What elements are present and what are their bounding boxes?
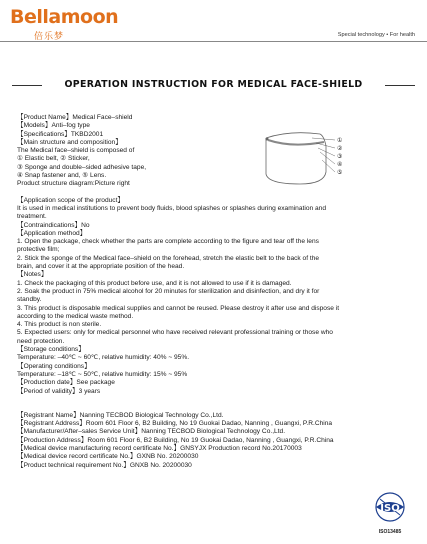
text-line: 【Contraindications】No xyxy=(17,221,90,229)
text-line: ④ Snap fastener and, ⑤ Lens. xyxy=(17,172,107,180)
registration-section xyxy=(17,412,417,470)
iso-certification-badge xyxy=(366,491,414,537)
text-line: 【Period of validity】3 years xyxy=(17,387,101,395)
usage-section xyxy=(17,197,417,396)
text-line: 【Production date】See package xyxy=(17,379,115,387)
page-header xyxy=(0,0,427,46)
text-line: 【Specifications】TKBD2001 xyxy=(17,130,104,138)
text-line: 1. Open the package, check whether the parts are complete according to the figure and tear off the lens xyxy=(17,238,319,246)
spacer xyxy=(17,396,417,412)
text-line: Temperature: –40℃ ~ 60℃, relative humidity: 40% ~ 95%. xyxy=(17,354,190,362)
text-line: 5. Expected users: only for medical personnel who have received relevant professional training or those who xyxy=(17,329,333,337)
text-line: 4. This product is non sterile. xyxy=(17,321,102,329)
document-title-bar xyxy=(0,76,427,96)
title-rule-left xyxy=(12,85,42,86)
product-info-section xyxy=(17,114,417,189)
face-shield-diagram xyxy=(260,128,350,188)
brand-logo xyxy=(10,6,119,41)
brand-chinese-name: 倍乐梦 xyxy=(34,31,65,41)
text-line: 3. This product is disposable medical supplies and cannot be reused. Please destroy it after use and dispose it xyxy=(17,304,340,312)
title-rule-right xyxy=(385,85,415,86)
tagline: Special technology • For health xyxy=(337,32,415,38)
text-line: 【Registrant Address】Room 601 Floor 6, B2 Building, No 19 Guokai Dadao, Nanning , Guangxi, P.R.China xyxy=(17,420,333,428)
text-line: 1. Check the packaging of this product before use, and it is not allowed to use if it is damaged. xyxy=(17,279,292,287)
text-line: treatment. xyxy=(17,213,47,221)
text-line: 【Medical device manufacturing record certificate No.】GNSYJX Production record No.20170003 xyxy=(17,444,302,452)
text-line: brain, and cover it at the appropriate position of the head. xyxy=(17,263,185,271)
brand-name: Bellamoon xyxy=(10,6,119,28)
text-line: ③ Sponge and double–sided adhesive tape, xyxy=(17,163,147,171)
text-line: according to the medical waste method. xyxy=(17,312,134,320)
text-line: 【Medical device record certificate No.】GXNB No. 20200030 xyxy=(17,453,199,461)
text-line: 2. Stick the sponge of the Medical face–shield on the forehead, stretch the elastic belt to the back of the xyxy=(17,254,320,262)
text-line: 【Models】Anti–fog type xyxy=(17,122,90,130)
shield-sponge xyxy=(268,140,324,145)
text-line: 【Notes】 xyxy=(17,271,48,279)
header-divider xyxy=(0,41,427,42)
text-line: 【Application method】 xyxy=(17,229,87,237)
text-line: 【Registrant Name】Nanning TECBOD Biological Technology Co.,Ltd. xyxy=(17,411,224,419)
diagram-label-2: ② xyxy=(337,145,343,152)
elastic-belt xyxy=(266,133,320,138)
spacer xyxy=(17,189,417,197)
iso-logo-icon xyxy=(366,491,414,529)
text-line: 【Product technical requirement No.】GNXB No. 20200030 xyxy=(17,461,192,469)
diagram-label-1: ① xyxy=(337,137,343,144)
text-line: 【Manufacturer/After–sales Service Unit】Nanning TECBOD Biological Technology Co.,Ltd. xyxy=(17,428,286,436)
text-line: 2. Soak the product in 75% medical alcohol for 20 minutes for sterilization and disinfection, and dry it for xyxy=(17,287,320,295)
snap-fastener xyxy=(266,138,269,141)
text-line: It is used in medical institutions to prevent body fluids, blood splashes or splashes during examination and xyxy=(17,204,326,212)
document-title: OPERATION INSTRUCTION FOR MEDICAL FACE-SHIELD xyxy=(64,79,363,90)
text-line: 【Main structure and composition】 xyxy=(17,138,122,146)
text-line: Product structure diagram:Picture right xyxy=(17,180,130,188)
text-line: protective film; xyxy=(17,246,60,254)
text-line: Temperature: –18℃ ~ 50℃, relative humidity: 15% ~ 95% xyxy=(17,370,188,378)
instruction-body xyxy=(17,114,417,470)
text-line: ① Elastic belt, ② Sticker, xyxy=(17,155,90,163)
iso-caption: ISO13485 xyxy=(378,529,402,535)
text-line: 【Storage conditions】 xyxy=(17,346,85,354)
text-line: 【Product Name】Medical Face–shield xyxy=(17,114,133,121)
diagram-label-3: ③ xyxy=(337,153,343,160)
diagram-label-4: ④ xyxy=(337,161,343,168)
iso-mark: ISO xyxy=(380,503,400,514)
text-line: standby. xyxy=(17,296,42,304)
diagram-label-5: ⑤ xyxy=(337,169,343,176)
text-line: The Medical face–shield is composed of xyxy=(17,147,135,155)
text-line: 【Application scope of the product】 xyxy=(17,196,125,204)
text-line: need protection. xyxy=(17,337,65,345)
text-line: 【Production Address】Room 601 Floor 6, B2 Building, No 19 Guokai Dadao, Nanning , Guangxi, P.R.China xyxy=(17,436,334,444)
text-line: 【Operating conditions】 xyxy=(17,362,91,370)
